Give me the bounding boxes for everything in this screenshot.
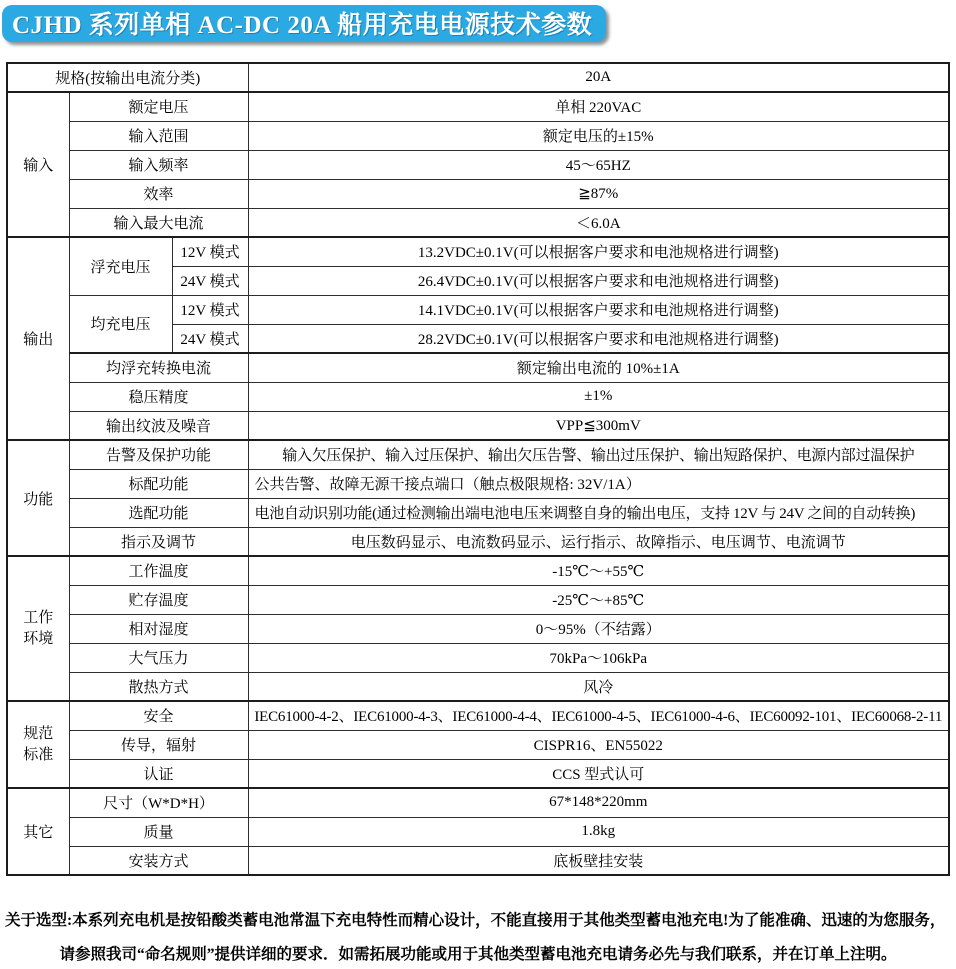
section-label-function: 功能 — [7, 440, 69, 556]
section-label-output: 输出 — [7, 237, 69, 440]
table-row — [7, 701, 949, 730]
table-row — [7, 179, 949, 208]
value-cell: ≧87% — [248, 179, 949, 208]
value-cell: 26.4VDC±0.1V(可以根据客户要求和电池规格进行调整) — [248, 266, 949, 295]
param-cell: 贮存温度 — [69, 585, 248, 614]
value-cell: 45～65HZ — [248, 150, 949, 179]
title-banner — [2, 5, 606, 42]
param-cell: 浮充电压 — [69, 237, 172, 295]
value-cell: CISPR16、EN55022 — [248, 730, 949, 759]
param-cell: 相对湿度 — [69, 614, 248, 643]
value-cell: 28.2VDC±0.1V(可以根据客户要求和电池规格进行调整) — [248, 324, 949, 353]
param-cell: 额定电压 — [69, 92, 248, 121]
param-cell: 指示及调节 — [69, 527, 248, 556]
footer-note-line1: 关于选型:本系列充电机是按铅酸类蓄电池常温下充电特性而精心设计，不能直接用于其他类型蓄电池充电!为了能准确、迅速的为您服务， — [5, 912, 946, 929]
value-cell: 风冷 — [248, 672, 949, 701]
mode-cell: 12V 模式 — [172, 237, 248, 266]
param-cell: 安全 — [69, 701, 248, 730]
table-row — [7, 440, 949, 469]
value-cell: 电压数码显示、电流数码显示、运行指示、故障指示、电压调节、电流调节 — [248, 527, 949, 556]
value-cell: 0～95%（不结露） — [248, 614, 949, 643]
param-cell: 传导，辐射 — [69, 730, 248, 759]
table-row — [7, 672, 949, 701]
table-row — [7, 208, 949, 237]
table-row — [7, 556, 949, 585]
table-row — [7, 150, 949, 179]
value-cell: 70kPa～106kPa — [248, 643, 949, 672]
table-row — [7, 730, 949, 759]
section-label-input: 输入 — [7, 92, 69, 237]
selection-note — [0, 908, 956, 964]
param-cell: 均充电压 — [69, 295, 172, 353]
value-cell: 14.1VDC±0.1V(可以根据客户要求和电池规格进行调整) — [248, 295, 949, 324]
value-cell: VPP≦300mV — [248, 411, 949, 440]
table-row — [7, 411, 949, 440]
value-cell: 公共告警、故障无源干接点端口（触点极限规格: 32V/1A） — [248, 469, 949, 498]
section-label-environment — [7, 556, 69, 701]
param-cell: 均浮充转换电流 — [69, 353, 248, 382]
param-cell: 输入频率 — [69, 150, 248, 179]
mode-cell: 24V 模式 — [172, 266, 248, 295]
param-cell: 输出纹波及噪音 — [69, 411, 248, 440]
table-row — [7, 527, 949, 556]
param-cell: 输入最大电流 — [69, 208, 248, 237]
value-cell: 额定输出电流的 10%±1A — [248, 353, 949, 382]
value-cell: IEC61000-4-2、IEC61000-4-3、IEC61000-4-4、IEC61000-4-5、IEC61000-4-6、IEC60092-101、IEC60068-2-11 — [248, 701, 949, 730]
table-row — [7, 585, 949, 614]
section-label-line2: 环境 — [23, 630, 54, 647]
param-cell: 效率 — [69, 179, 248, 208]
value-cell: 1.8kg — [248, 817, 949, 846]
page-title: CJHD 系列单相 AC-DC 20A 船用充电电源技术参数 — [12, 11, 593, 39]
table-row — [7, 846, 949, 875]
section-label-line1: 规范 — [23, 726, 54, 743]
table-row — [7, 121, 949, 150]
param-cell: 稳压精度 — [69, 382, 248, 411]
table-row — [7, 759, 949, 788]
table-row — [7, 788, 949, 817]
value-cell: 单相 220VAC — [248, 92, 949, 121]
mode-cell: 24V 模式 — [172, 324, 248, 353]
value-cell: 额定电压的±15% — [248, 121, 949, 150]
table-row — [7, 382, 949, 411]
mode-cell: 12V 模式 — [172, 295, 248, 324]
param-cell: 工作温度 — [69, 556, 248, 585]
section-label-line1: 工作 — [23, 610, 54, 627]
param-cell: 告警及保护功能 — [69, 440, 248, 469]
table-row — [7, 643, 949, 672]
value-cell: 13.2VDC±0.1V(可以根据客户要求和电池规格进行调整) — [248, 237, 949, 266]
value-cell: 67*148*220mm — [248, 788, 949, 817]
table-row — [7, 469, 949, 498]
footer-note-line2: 请参照我司“命名规则”提供详细的要求．如需拓展功能或用于其他类型蓄电池充电请务必先与我们联系，并在订单上注明。 — [59, 946, 897, 963]
value-cell: 输入欠压保护、输入过压保护、输出欠压告警、输出过压保护、输出短路保护、电源内部过温保护 — [248, 440, 949, 469]
value-cell: ＜6.0A — [248, 208, 949, 237]
param-cell: 安装方式 — [69, 846, 248, 875]
value-cell: 电池自动识别功能(通过检测输出端电池电压来调整自身的输出电压，支持 12V 与 24V 之间的自动转换) — [248, 498, 949, 527]
table-row — [7, 63, 949, 92]
value-cell: 底板壁挂安装 — [248, 846, 949, 875]
param-cell: 大气压力 — [69, 643, 248, 672]
param-cell: 散热方式 — [69, 672, 248, 701]
param-cell: 标配功能 — [69, 469, 248, 498]
section-label-other: 其它 — [7, 788, 69, 875]
value-cell: -15℃～+55℃ — [248, 556, 949, 585]
param-cell: 输入范围 — [69, 121, 248, 150]
param-cell: 选配功能 — [69, 498, 248, 527]
table-row — [7, 498, 949, 527]
param-cell: 质量 — [69, 817, 248, 846]
spec-value: 20A — [248, 63, 949, 92]
table-row — [7, 817, 949, 846]
value-cell: -25℃～+85℃ — [248, 585, 949, 614]
param-cell: 尺寸（W*D*H） — [69, 788, 248, 817]
param-cell: 认证 — [69, 759, 248, 788]
table-row — [7, 92, 949, 121]
table-row — [7, 295, 949, 324]
spec-table — [6, 62, 950, 876]
table-row — [7, 353, 949, 382]
value-cell: CCS 型式认可 — [248, 759, 949, 788]
table-row — [7, 614, 949, 643]
spec-label: 规格(按输出电流分类) — [7, 63, 248, 92]
section-label-line2: 标准 — [23, 746, 54, 763]
section-label-standards — [7, 701, 69, 788]
table-row — [7, 237, 949, 266]
value-cell: ±1% — [248, 382, 949, 411]
